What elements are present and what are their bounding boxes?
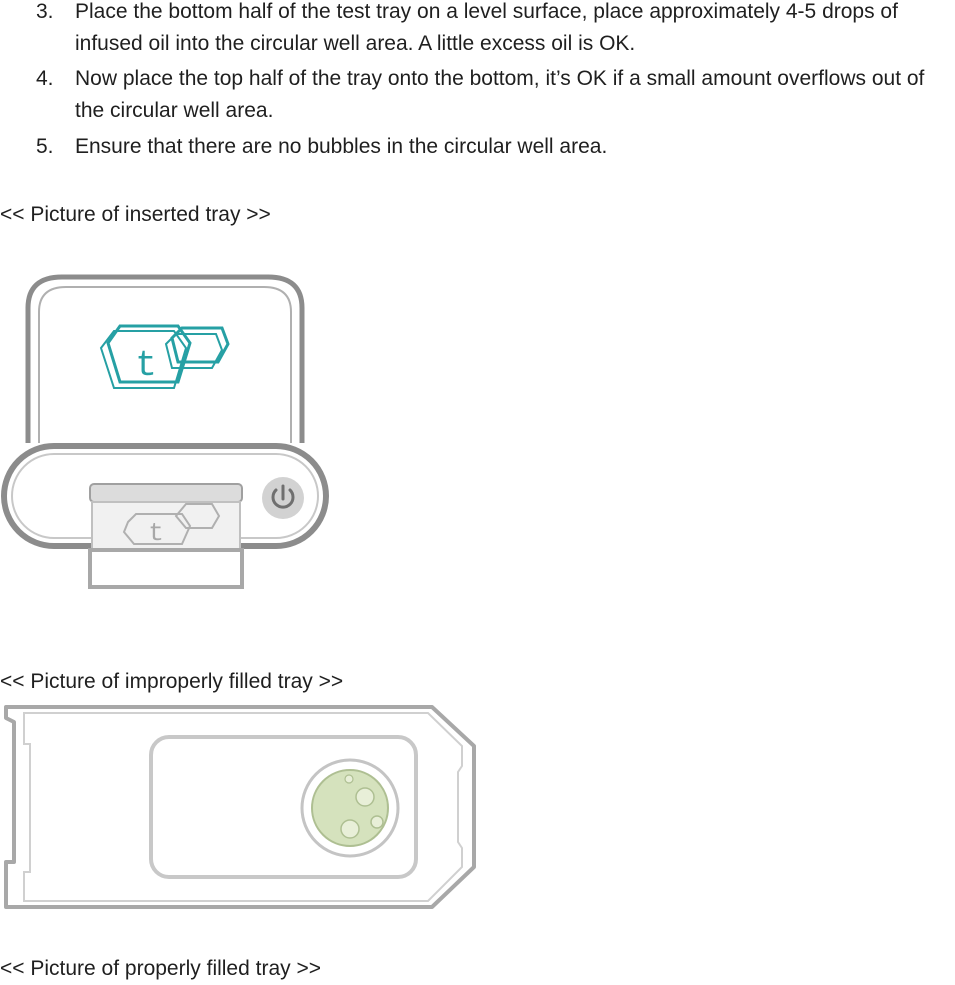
inserted-tray	[90, 484, 242, 587]
caption-properly-filled-tray: << Picture of properly filled tray >>	[0, 957, 321, 980]
bubble	[371, 816, 383, 828]
step-number: 4.	[36, 67, 54, 90]
power-icon	[262, 477, 304, 519]
step-text: Place the bottom half of the test tray on a level surface, place approximately 4-5 drops of infused oil into the circular well area. A little excess oil is OK.	[75, 0, 898, 55]
bubble	[356, 788, 374, 806]
tray-logo-letter: t	[148, 518, 164, 548]
logo-letter: t	[135, 345, 157, 386]
inserted-tray-illustration	[0, 268, 330, 593]
improperly-filled-tray-illustration	[0, 702, 480, 914]
caption-inserted-tray: << Picture of inserted tray >>	[0, 203, 271, 226]
step-text: Now place the top half of the tray onto the bottom, it’s OK if a small amount overflows out of the circular well area.	[75, 67, 925, 122]
brand-logo-icon	[101, 326, 228, 388]
step-number: 3.	[36, 0, 54, 23]
bubble	[341, 820, 359, 838]
caption-improperly-filled-tray: << Picture of improperly filled tray >>	[0, 670, 344, 693]
bubble	[345, 775, 353, 783]
circular-well	[302, 760, 398, 856]
step-text: Ensure that there are no bubbles in the circular well area.	[75, 135, 608, 158]
step-number: 5.	[36, 135, 54, 158]
